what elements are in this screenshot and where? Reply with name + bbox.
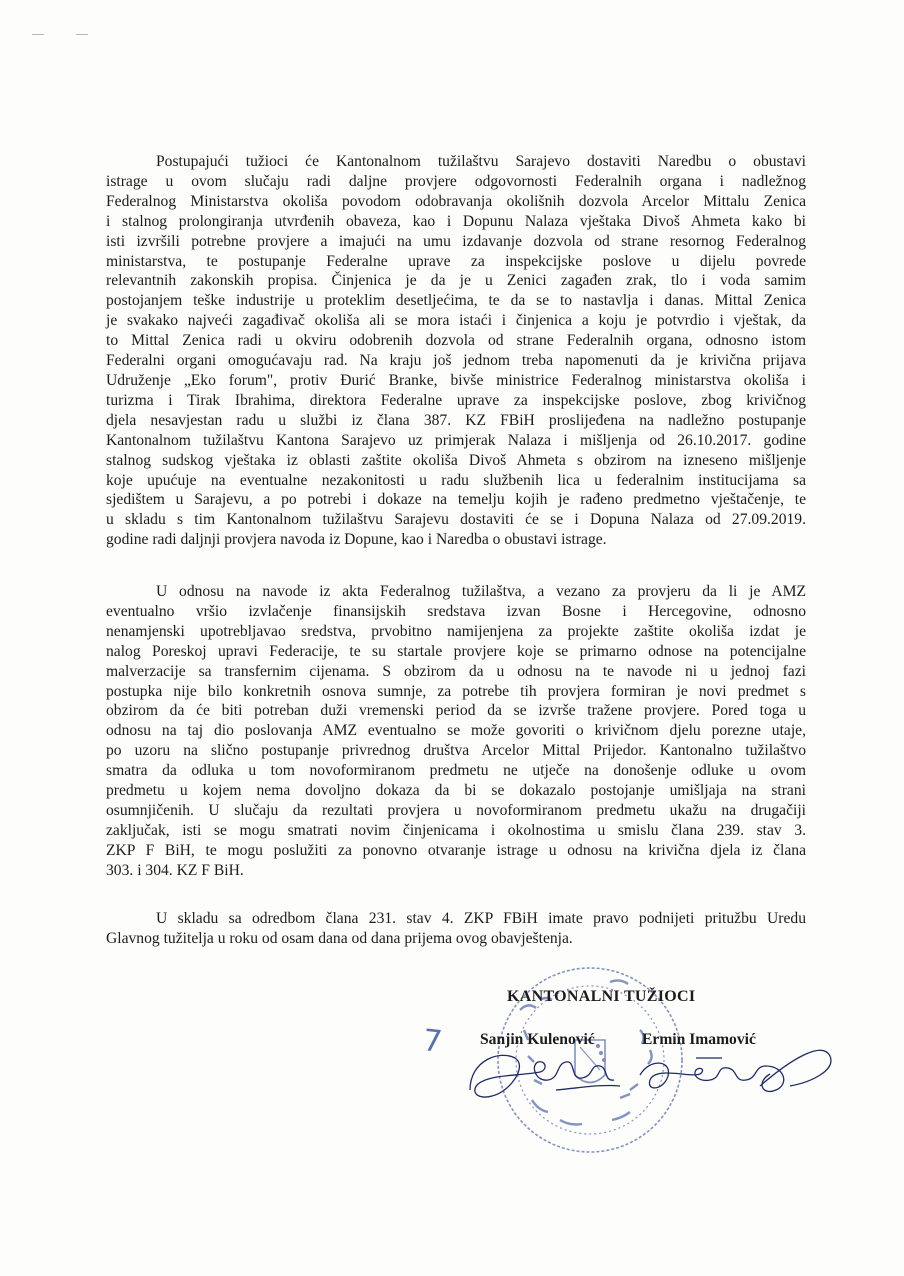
text-line: isti izvršili potrebne provjere a imajući na umu izdavanje dozvola od strane resornog Federalnog [106, 232, 806, 250]
text-line: i stalnog prolongiranja utvrđenih obaveza, kao i Dopunu Nalaza vještaka Divoš Ahmeta kako bi [106, 212, 806, 230]
text-line: djela nesavjestan radu u službi iz člana 387. KZ FBiH proslijeđena na nadležno postupanje [106, 411, 806, 429]
signature-imamovic [640, 1050, 831, 1091]
text-line: sjedištem u Sarajevu, a po potrebi i dokaze na temelju kojih je rađeno predmetno vještačenje, te [106, 491, 806, 509]
text-line: malverzacije sa transfernim cijenama. S obzirom da u odnosu na te navode ni u jednoj fazi [106, 662, 806, 680]
text-line: nenamjenski upotrebljavao sredstva, prvobitno namijenjena za projekte zaštite okoliša izdat je [106, 622, 806, 640]
signature-kulenovic [470, 1055, 620, 1097]
text-line: godine radi daljnji provjera navoda iz Dopune, kao i Naredba o obustavi istrage. [106, 531, 607, 549]
signature-title: KANTONALNI TUŽIOCI [507, 988, 696, 1005]
signatory-name-1: Sanjin Kulenović [480, 1031, 595, 1048]
text-line: turizma i Tirak Ibrahima, direktora Federalne uprave za inspekcijske poslove, zbog krivičnog [106, 391, 806, 409]
page-number: 7 [421, 1023, 444, 1060]
text-line: istrage u ovom slučaju radi daljne provjere odgovornosti Federalnih organa i nadležnog [106, 172, 806, 190]
text-line: Glavnog tužitelja u roku od osam dana od dana prijema ovog obavještenja. [106, 929, 573, 947]
text-line: 303. i 304. KZ F BiH. [106, 861, 244, 879]
text-line: smatra da odluka u tom novoformiranom predmetu ne utječe na donošenje odluke u ovom [106, 762, 806, 780]
signatory-name-2: Ermin Imamović [642, 1031, 756, 1048]
text-line: obzirom da će biti potreban duži vremenski period da se izvrše tražene provjere. Pored toga u [106, 702, 806, 720]
text-line: nalog Poreskoj upravi Federacije, te su startale provjere koje se primarno odnose na potencijalne [106, 642, 806, 660]
text-line: relevantnih zakonskih propisa. Činjenica je da je u Zenici zagađen zrak, tlo i voda samim [106, 272, 806, 290]
text-line: Kantonalnom tužilaštvu Kantona Sarajevo uz primjerak Nalaza i mišljenja od 26.10.2017. godine [106, 431, 806, 449]
text-line: ZKP F BiH, te mogu poslužiti za ponovno otvaranje istrage u odnosu na krivična djela iz člana [106, 841, 806, 859]
text-line: po uzoru na slično postupanje privrednog društva Arcelor Mittal Prijedor. Kantonalno tužilaštvo [106, 742, 806, 760]
text-line: Udruženje „Eko forum", protiv Đurić Branke, bivše ministrice Federalnog ministarstva okoliša i [106, 371, 806, 389]
text-line: u skladu s tim Kantonalnom tužilaštvu Sarajevu dostaviti će se i Dopuna Nalaza od 27.09.2019. [106, 511, 806, 529]
text-line: postupka nije bilo konkretnih osnova sumnje, za potrebe tih provjera formiran je novi predmet s [106, 682, 806, 700]
text-line: Federalnog Ministarstva okoliša povodom odobravanja okolišnih dozvola Arcelor Mittalu Zenica [106, 192, 806, 210]
text-line: to Mittal Zenica radi u okviru odobrenih dozvola od strane Federalnih organa, odnosno istom [106, 332, 806, 350]
text-line: je svakako najveći zagađivač okoliša ali se mora istaći i činjenica a koju je potvrdio i vještak, da [106, 312, 806, 330]
text-line: zaključak, isti se mogu smatrati novim činjenicama i okolnostima u smislu člana 239. stav 3. [106, 821, 806, 839]
text-line: odnosu na taj dio poslovanja AMZ eventualno se može govoriti o krivičnom djelu porezne utaje, [106, 722, 806, 740]
text-line: U skladu sa odredbom člana 231. stav 4. ZKP FBiH imate pravo podnijeti pritužbu Uredu [156, 910, 806, 927]
text-line: eventualno vršio izvlačenje finansijskih sredstava izvan Bosne i Hercegovine, odnosno [106, 602, 806, 620]
text-line: Postupajući tužioci će Kantonalnom tužilaštvu Sarajevo dostaviti Naredbu o obustavi [156, 153, 806, 170]
text-line: predmetu u kojem nema dovoljno dokaza da bi se dokazalo postojanje umišljaja na strani [106, 782, 806, 800]
text-line: Federalni organi omogućavaju rad. Na kraju još jednom treba napomenuti da je krivična prijava [106, 352, 806, 370]
text-line: koje upućuje na eventualne nezakonitosti u radu službenih lica u federalnim institucijama sa [106, 471, 806, 489]
text-line: osumnjičenih. U slučaju da rezultati provjera u novoformiranom predmetu ukažu na drugačiji [106, 801, 806, 819]
text-line: stalnog sudskog vještaka iz oblasti zaštite okoliša Divoš Ahmeta s obzirom na izneseno mišljenje [106, 451, 806, 469]
text-line: ministarstva, te postupanje Federalne uprave za inspekcijske poslove u dijelu povrede [106, 252, 806, 270]
text-line: postojanjem teške industrije u proteklim desetljećima, te da se to nastavlja i danas. Mittal Zenica [106, 292, 806, 310]
text-line: U odnosu na navode iz akta Federalnog tužilaštva, a vezano za provjeru da li je AMZ [156, 583, 806, 600]
